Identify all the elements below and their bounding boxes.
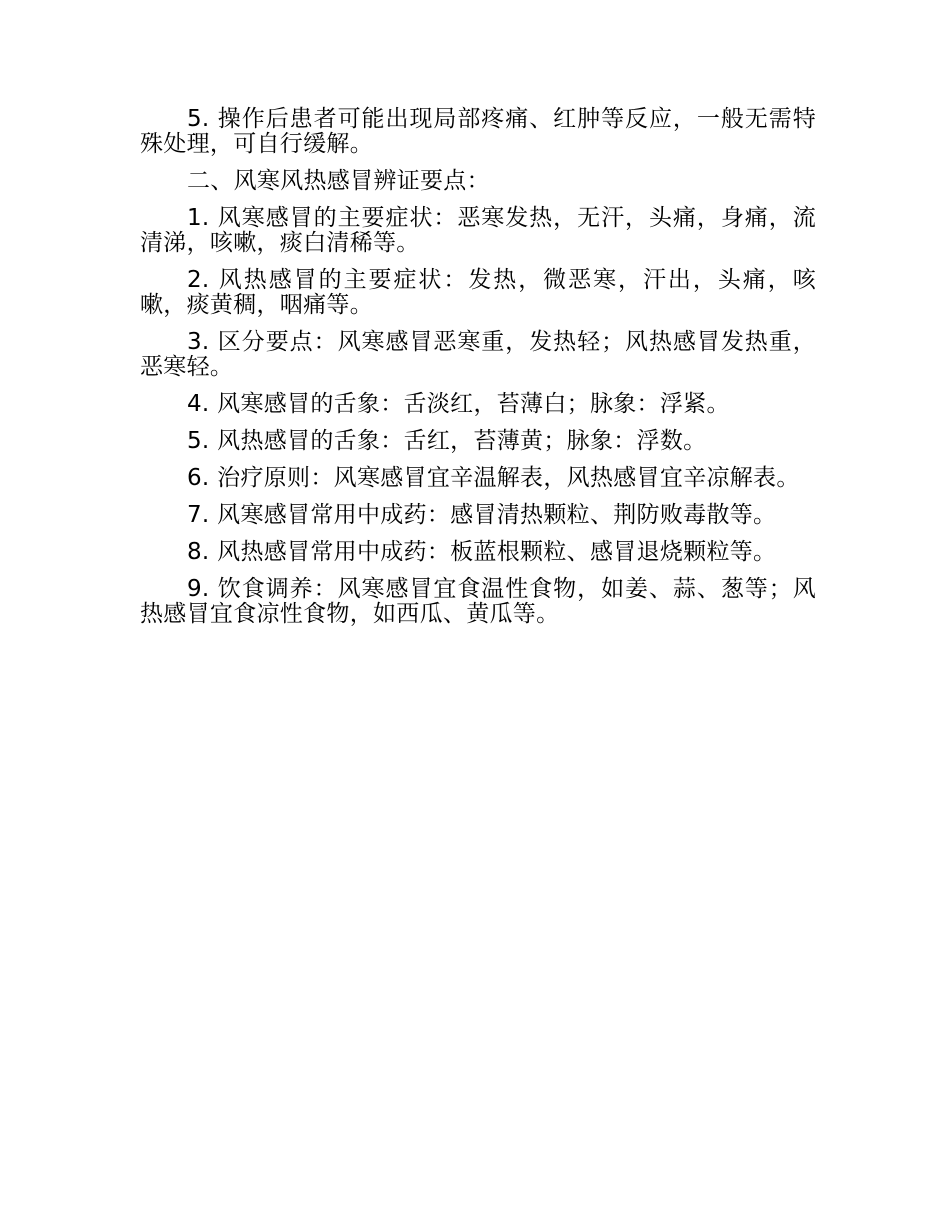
paragraph-wind-heat-tongue: 5. 风热感冒的舌象：舌红，苔薄黄；脉象：浮数。: [187, 428, 707, 454]
document-body: [140, 107, 816, 639]
paragraph-wind-cold-medicine: 7. 风寒感冒常用中成药：感冒清热颗粒、荆防败毒散等。: [187, 502, 777, 528]
paragraph-diet: 9. 饮食调养：风寒感冒宜食温性食物，如姜、蒜、葱等；风热感冒宜食凉性食物，如西瓜、黄瓜等。: [140, 576, 816, 627]
paragraph-wind-cold-symptoms: 1. 风寒感冒的主要症状：恶寒发热，无汗，头痛，身痛，流清涕，咳嗽，痰白清稀等。: [140, 205, 816, 256]
paragraph-wind-cold-tongue: 4. 风寒感冒的舌象：舌淡红，苔薄白；脉象：浮紧。: [187, 391, 730, 417]
paragraph-wind-heat-medicine: 8. 风热感冒常用中成药：板蓝根颗粒、感冒退烧颗粒等。: [187, 539, 777, 565]
paragraph-treatment-principle: 6. 治疗原则：风寒感冒宜辛温解表，风热感冒宜辛凉解表。: [187, 465, 800, 491]
paragraph-procedure-note: 5. 操作后患者可能出现局部疼痛、红肿等反应，一般无需特殊处理，可自行缓解。: [140, 106, 816, 157]
section-heading: 二、风寒风热感冒辨证要点：: [187, 168, 490, 194]
paragraph-wind-heat-symptoms: 2. 风热感冒的主要症状：发热，微恶寒，汗出，头痛，咳嗽，痰黄稠，咽痛等。: [140, 267, 816, 318]
paragraph-distinguishing-points: 3. 区分要点：风寒感冒恶寒重，发热轻；风热感冒发热重，恶寒轻。: [140, 329, 816, 380]
